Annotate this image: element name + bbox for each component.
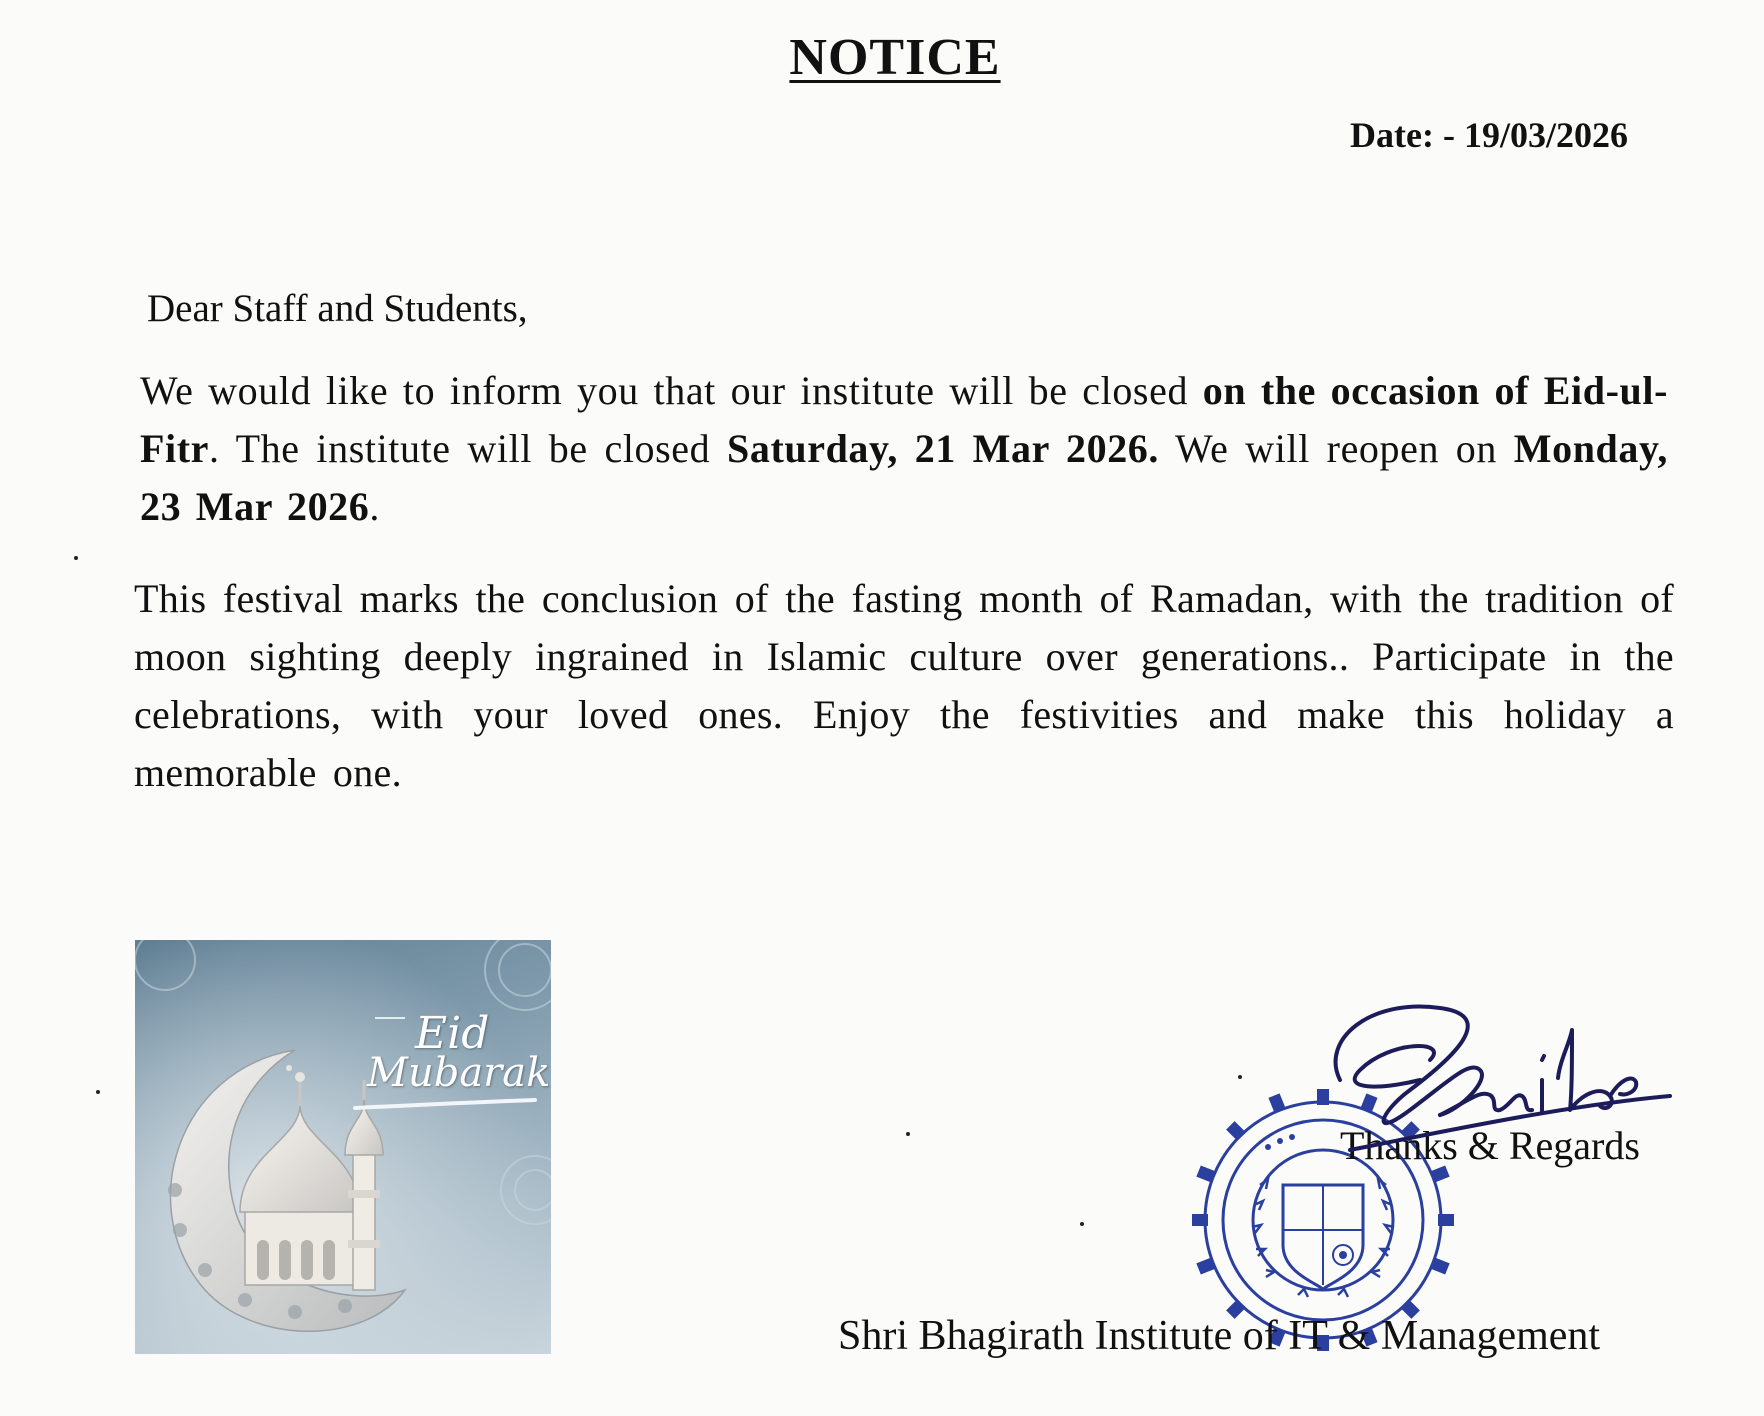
notice-date: Date: - 19/03/2026	[1350, 115, 1628, 155]
closed-date: Saturday, 21 Mar 2026.	[727, 426, 1160, 471]
scan-speck	[1238, 1075, 1242, 1079]
crescent-mosque-illustration	[135, 940, 551, 1354]
eid-text: Eid	[415, 1008, 490, 1059]
closing-regards: Thanks & Regards	[1340, 1123, 1640, 1168]
scan-speck	[906, 1132, 910, 1136]
closure-text-2: . The institute will be closed	[209, 426, 727, 471]
notice-title: NOTICE	[789, 29, 1001, 86]
closure-text-3: We will reopen on	[1159, 426, 1514, 471]
scan-speck	[1080, 1222, 1084, 1226]
signature	[1310, 1000, 1690, 1200]
eid-mubarak-image	[135, 940, 551, 1354]
closure-text-4: .	[369, 484, 380, 529]
festival-paragraph: This festival marks the conclusion of the fasting month of Ramadan, with the tradition of moon sighting deeply ingrained in Islamic culture over generations.. Participate in the celebrations, with your loved ones. Enjoy the festivities and make this holiday a memorable one.	[134, 576, 1674, 795]
mubarak-text: Mubarak	[367, 1050, 551, 1096]
closure-text-1: We would like to inform you that our institute will be closed	[140, 368, 1203, 413]
reopen-date: Monday, 23 Mar 2026	[140, 426, 1668, 529]
salutation: Dear Staff and Students,	[147, 287, 528, 330]
closure-paragraph	[140, 362, 1668, 536]
occasion-text: on the occasion of Eid-ul-Fitr	[140, 368, 1668, 471]
institute-name: Shri Bhagirath Institute of IT & Management	[838, 1313, 1601, 1359]
scan-speck	[74, 556, 78, 560]
scan-speck	[96, 1090, 100, 1094]
